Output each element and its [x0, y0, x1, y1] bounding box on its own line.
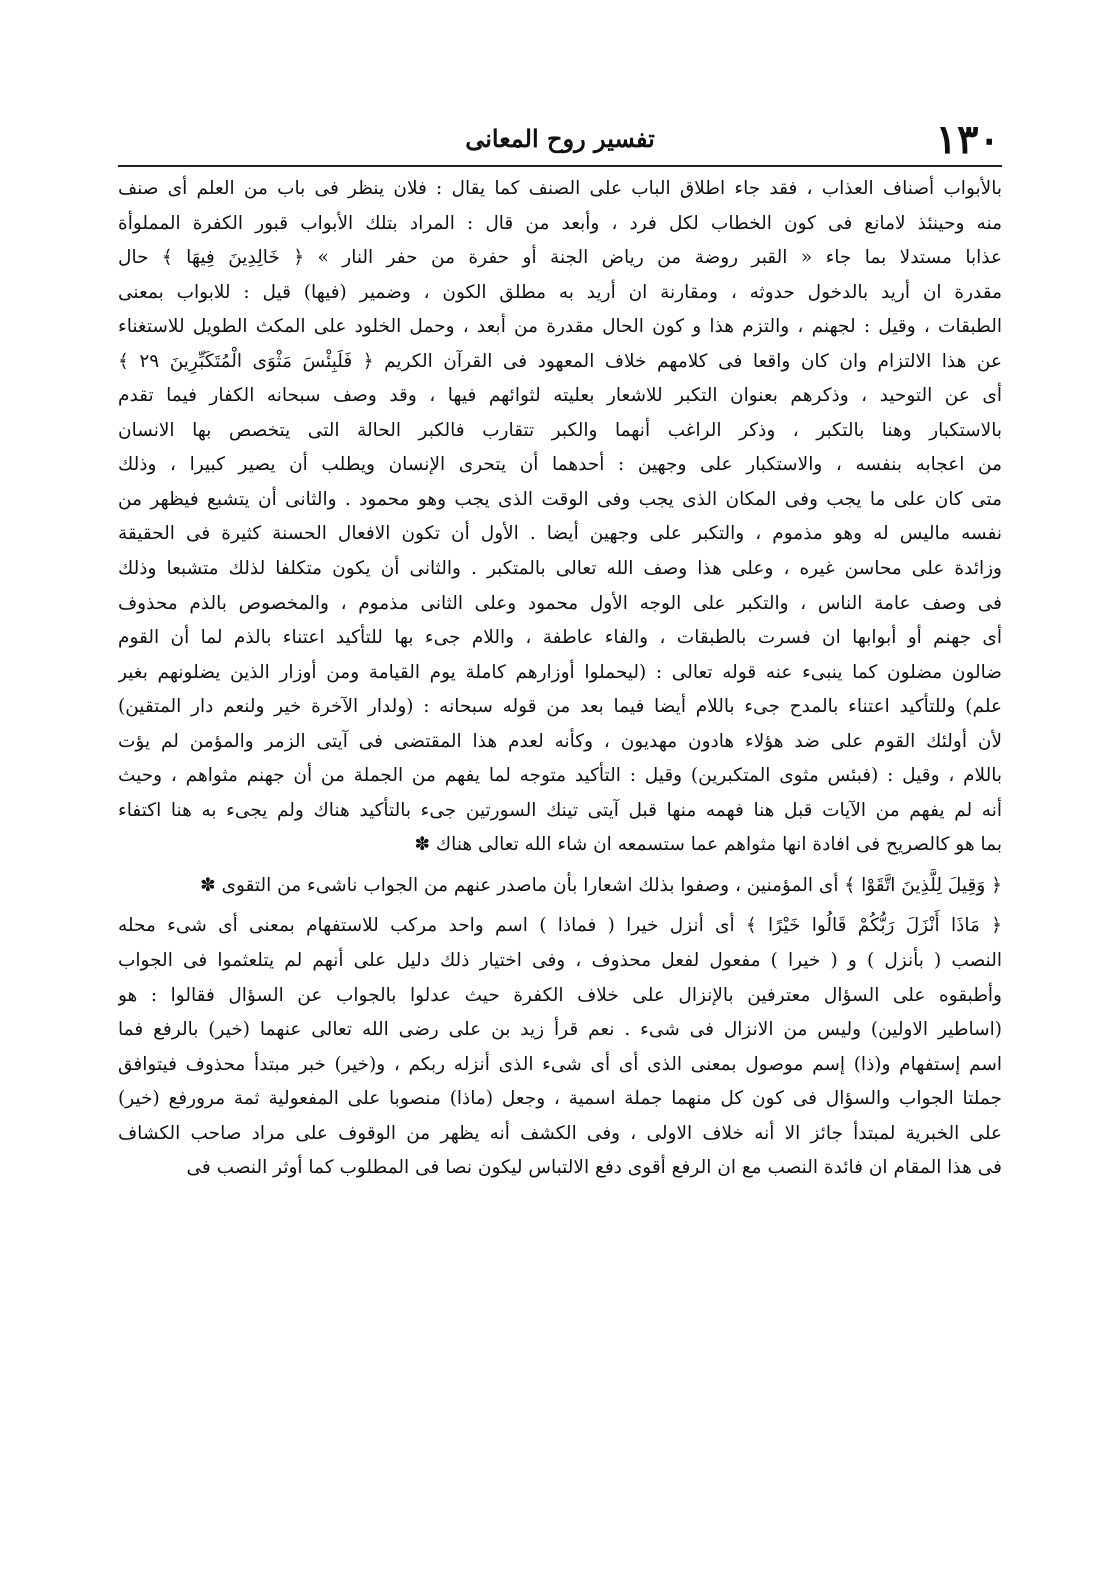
text-line: متى كان على ما يجب وفى المكان الذى يجب وفى الوقت الذى يجب وهو محمود . والثانى أن يتشبع فيظهر من [118, 488, 1002, 510]
text-line: لأن أولئك القوم على ضد هؤلاء هادون مهديون ، وكأنه لعدم هذا المقتضى فى آيتى الزمر والمؤمن لم يؤت [118, 730, 1002, 752]
text-line: فى وصف عامة الناس ، والتكبر على الوجه الأول محمود وعلى الثانى مذموم ، والمخصوص بالذم محذوف [118, 592, 1002, 614]
paragraph [118, 909, 1002, 1185]
header-rule [118, 165, 1002, 167]
text-line: نفسه ماليس له وهو مذموم ، والتكبر على وجهين أيضا . الأول أن تكون الافعال الحسنة كثيرة فى الحقيقة [118, 523, 1002, 545]
page-header [120, 118, 1000, 168]
text-line: ﴿ مَاذَا أَنْزَلَ رَبُّكُمْ قَالُوا خَيْرًا ﴾ أى أنزل خيرا ( فماذا ) اسم واحد مركب للاستفهام بمعنى أى شىء محله [118, 915, 1002, 937]
text-line: مقدرة ان أريد بالدخول حدوثه ، ومقارنة ان أريد به مطلق الكون ، وضمير (فيها) قيل : للابواب بمعنى [118, 281, 1002, 303]
text-line: فى هذا المقام ان فائدة النصب مع ان الرفع أقوى دفع الالتباس ليكون نصا فى المطلوب كما أوثر النصب فى [186, 1157, 1002, 1179]
text-line: ﴿ وَقِيلَ لِلَّذِينَ اتَّقَوْا ﴾ أى المؤمنين ، وصفوا بذلك اشعارا بأن ماصدر عنهم من الجواب ناشىء من التقوى ✽ [200, 874, 1002, 896]
text-line: النصب ( بأنزل ) و ( خيرا ) مفعول لفعل محذوف ، وفى اختيار ذلك دليل على أنهم لم يتلعثموا فى الجواب [118, 950, 1002, 972]
page-number: ١٣٠ [935, 116, 1000, 163]
running-title: تفسير روح المعانى [465, 124, 655, 153]
text-line: علم) وللتأكيد اعتناء بالمدح جىء باللام أيضا فيما بعد من قوله سبحانه : (ولدار الآخرة خير ولنعم دار المتقين) [118, 696, 1002, 718]
paragraph [118, 172, 1002, 863]
text-line: الطبقات ، وقيل : لجهنم ، والتزم هذا و كون الحال مقدرة من أبعد ، وحمل الخلود على المكث الطويل للاستغناء [118, 316, 1002, 338]
text-line: بما هو كالصريح فى افادة انها مثواهم عما ستسمعه ان شاء الله تعالى هناك ✽ [414, 834, 1002, 856]
text-line: اسم إستفهام و(ذا) إسم موصول بمعنى الذى أى أى شىء الذى أنزله ربكم ، و(خير) خبر مبتدأ محذوف فيتوافق [118, 1053, 1002, 1075]
text-line: وأطبقوه على السؤال معترفين بالإنزال على خلاف الكفرة حيث عدلوا بالجواب عن السؤال فقالوا : هو [118, 984, 1002, 1006]
text-line: من اعجابه بنفسه ، والاستكبار على وجهين : أحدهما أن يتحرى الإنسان ويطلب أن يصير كبيرا ، وذلك [118, 454, 1002, 476]
text-line: منه وحينئذ لامانع فى كون الخطاب لكل فرد ، وأبعد من قال : المراد بتلك الأبواب قبور الكفرة المملوأة [118, 212, 1002, 234]
text-line: أنه لم يفهم من الآيات قبل هنا فهمه منها قبل آيتى تينك السورتين جىء بالتأكيد هناك ولم يجىء به هنا اكتفاء [118, 799, 1002, 821]
text-line: على الخبرية لمبتدأ جائز الا أنه خلاف الاولى ، وفى الكشف أنه يظهر من الوقوف على مراد صاحب الكشاف [118, 1122, 1002, 1144]
paragraph [118, 869, 1002, 904]
text-line: باللام ، وقيل : (فبئس مثوى المتكبرين) وقيل : التأكيد متوجه لما يفهم من الجملة من أن جهنم مثواهم ، وحيث [118, 765, 1002, 787]
text-line: بالأبواب أصناف العذاب ، فقد جاء اطلاق الباب على الصنف كما يقال : فلان ينظر فى باب من العلم أى صنف [118, 178, 1002, 199]
main-text [118, 172, 1002, 1186]
text-line: جملتا الجواب والسؤال فى كون كل منهما جملة اسمية ، وجعل (ماذا) منصوبا على المفعولية ثمة مرورفع (خير) [118, 1088, 1002, 1110]
text-line: أى عن التوحيد ، وذكرهم بعنوان التكبر للاشعار بعليته لثوائهم فيها ، وقد وصف سبحانه الكفار فيما تقدم [118, 385, 1002, 407]
text-line: ضالون مضلون كما ينبىء عنه قوله تعالى : (ليحملوا أوزارهم كاملة يوم القيامة ومن أوزار الذين يضلونهم بغير [118, 661, 1002, 683]
text-line: عن هذا الالتزام وان كان واقعا فى كلامهم خلاف المعهود فى القرآن الكريم ﴿ فَلَبِئْسَ مَثْوَى الْمُتَكَبِّرِينَ ٢٩ ﴾ [118, 350, 1002, 372]
text-line: بالاستكبار وهنا بالتكبر ، وذكر الراغب أنهما والكبر تتقارب فالكبر الحالة التى يتخصص بها الانسان [118, 419, 1002, 441]
text-line: أى جهنم أو أبوابها ان فسرت بالطبقات ، والفاء عاطفة ، واللام جىء بها للتأكيد اعتناء بالذم لما أن القوم [118, 627, 1002, 649]
text-line: وزائدة على محاسن غيره ، وعلى هذا وصف الله تعالى بالمتكبر . والثانى أن يكون متكلفا لذلك متشبعا وذلك [118, 558, 1002, 580]
text-line: عذابا مستدلا بما جاء « القبر روضة من رياض الجنة أو حفرة من حفر النار » ﴿ خَالِدِينَ فِيهَا ﴾ حال [118, 247, 1002, 269]
text-line: (اساطير الاولين) وليس من الانزال فى شىء . نعم قرأ زيد بن على رضى الله تعالى عنهما (خير) بالرفع فما [118, 1019, 1002, 1041]
